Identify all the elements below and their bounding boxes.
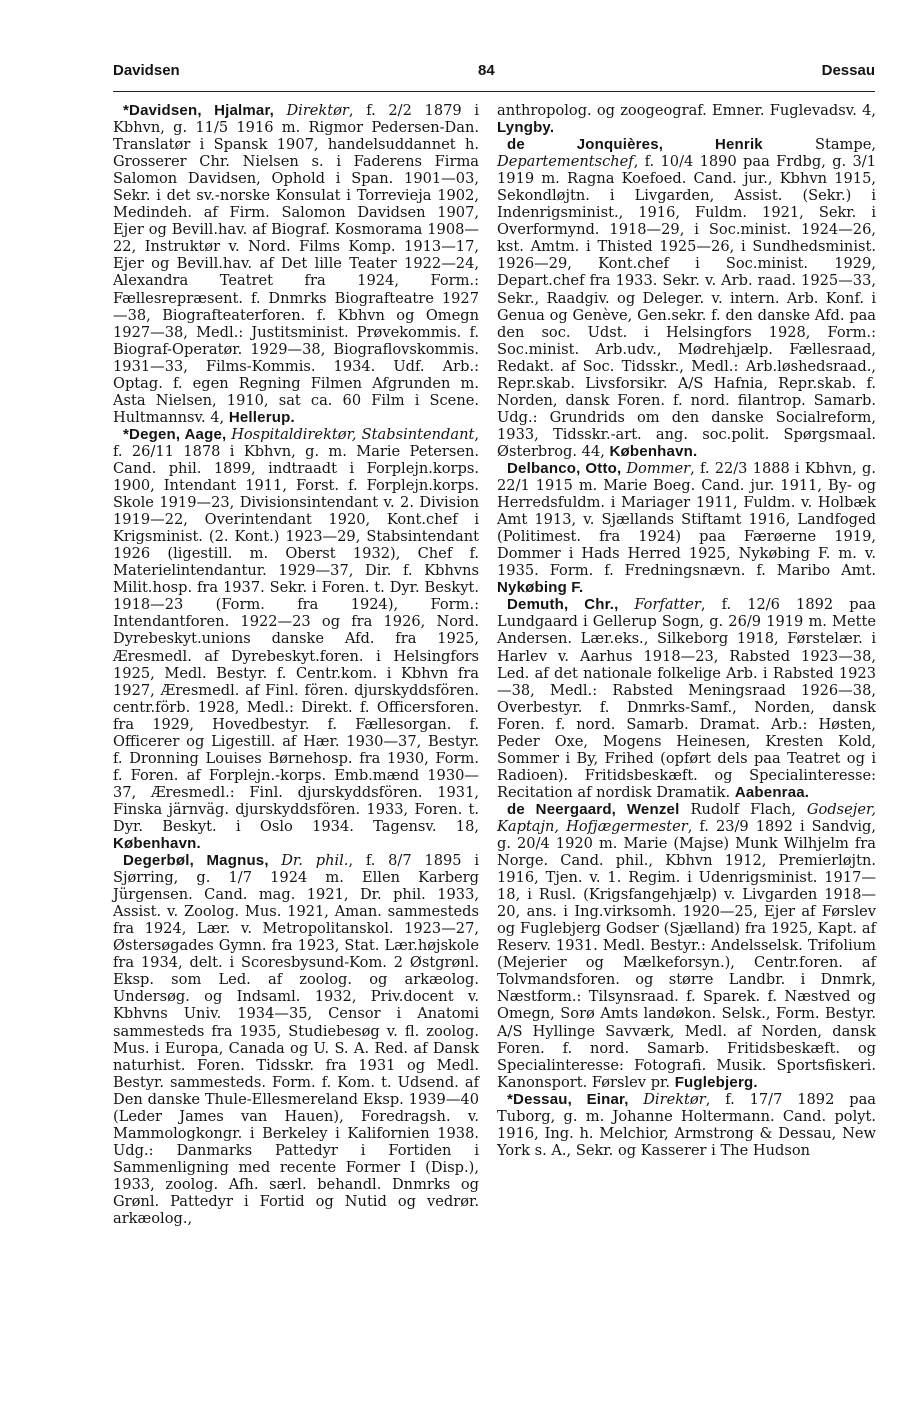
entry-name: Delbanco, Otto, [507,459,627,477]
entry-text: , f. 23/9 1892 i Sandvig, g. 20/4 1920 m. Marie (Majse) Munk Wilhjelm fra Norge. Cand. phil., Kbhvn 1912, Premierløjtn. 1916, Tjen. v. 1. Regim. i Udenrigsminist. 1917—18, i Rusl. (Krigsfangehjælp) v. Livgarden 1918—20, ans. i Ing.virksomh. 1920—25, Ejer af Førslev og Fuglebjerg Godser (Sjælland) fra 1925, Kapt. af Reserv. 1931. Medl. Bestyr.: Andelsselsk. Trifolium (Mejerier og Mælkeforsyn.), Centr.foren. af Tolvmandsforen. og større Landbr. i Dnmrk, Næstform.: Tilsynsraad. f. Sparek. f. Næstved og Omegn, Sorø Amts landøkon. Selsk., Form. Bestyr. A/S Hyllinge Savværk, Medl. af Norden, dansk Foren. f. nord. Samarb. Fritidsbeskæft. og Specialinteresse: Fotografi. Musik. Sportsfiskeri. Kanonsport. Førslev pr. [497,817,877,1091]
entry-title: Forfatter [634,596,701,614]
entry-title: Direktør [286,102,349,119]
running-head-right: Dessau [821,62,875,79]
biography-entry [497,596,876,801]
entry-name: de Neergaard, Wenzel [507,800,680,818]
page-number: 84 [478,62,495,79]
biography-entry [497,136,876,460]
entry-name: *Dessau, Einar, [507,1090,644,1108]
entry-name: Degerbøl, Magnus, [123,852,282,870]
running-head-left: Davidsen [113,62,180,79]
entry-text: , f. 22/3 1888 i Kbhvn, g. 22/1 1915 m. Marie Boeg. Cand. jur. 1911, By- og Herredsfuldm. i Mariager 1911, Fuldm. v. Holbæk Amt 1913, v. Sjællands Stiftamt 1916, Landfoged (Politimest. fra 1924) paa Færøerne 1919, Dommer i Hads Herred 1925, Nykøbing F. m. v. 1935. Form. f. Fredningsnævn. f. Maribo Amt. [497,459,876,580]
biography-entry [497,801,876,1091]
biography-entry [113,852,479,1227]
entry-name: Aabenraa. [734,783,810,801]
entry-text: , f. 12/6 1892 paa Lundgaard i Gellerup Sogn, g. 26/9 1919 m. Mette Andersen. Lær.eks., Silkeborg 1918, Førstelær. i Harlev v. Aarhus 1918—23, Rabsted 1923—38, Led. af det nationale folkelige Arb. i Rabsted 1923—38, Medl.: Rabsted Meningsraad 1926—38, Overbestyr. f. Dnmrks-Samf., Norden, dansk Foren. f. nord. Samarb. Dramat. Arb.: Høsten, Peder Oxe, Mogens Heinesen, Kresten Kold, Sommer i By, Frihed (opført dels paa Teatret og i Radioen). Fritidsbeskæft. og Specialinteresse: Recitation af nordisk Dramatik. [497,596,876,801]
entry-text: , f. 17/7 1892 paa Tuborg, g. m. Johanne Holtermann. Cand. polyt. 1916, Ing. h. Melchior, Armstrong & Dessau, New York s. A., Sekr. og Kasserer i The Hudson [497,1090,876,1159]
entry-name: København. [609,442,698,460]
entry-name: Nykøbing F. [497,579,584,597]
entry-text: Rudolf Flach, [679,800,807,818]
entry-title: Godsejer, Kaptajn, Hofjægermester [497,800,876,835]
entry-text: , f. 8/7 1895 i Sjørring, g. 1/7 1924 m. Ellen Karberg Jürgensen. Cand. mag. 1921, Dr. phil. 1933, Assist. v. Zoolog. Mus. 1921, Aman. sammesteds fra 1924, Lær. v. Metropolitanskol. 1923—27, Østersøgades Gymn. fra 1923, Stat. Lær.højskole fra 1934, delt. i Scoresbysund-Kom. 2 Østgrønl. Eksp. som Led. af zoolog. og arkæolog. Undersøg. og Indsaml. 1932, Priv.docent v. Kbhvns Univ. 1934—35, Censor i Anatomi sammesteds fra 1935, Studiebesøg v. fl. zoolog. Mus. i Europa, Canada og U. S. A. Red. af Dansk naturhist. Foren. Tidsskr. fra 1931 og Medl. Bestyr. sammesteds. Form. f. Kom. t. Udsend. af Den danske Thule-Ellesmereland Eksp. 1939—40 (Leder James van Hauen), Foredragsh. v. Mammologkongr. i Berkeley i Kalifornien 1938. Udg.: Danmarks Pattedyr i Fortiden i Sammenligning med recente Former I (Disp.), 1933, zoolog. Afh. særl. behandl. Dnmrks og Grønl. Pattedyr i Fortid og Nutid og vedrør. arkæolog., [113,852,479,1228]
entry-name: *Degen, Aage, [123,425,232,443]
biography-entry [113,102,479,426]
entry-name: Hellerup. [228,408,295,426]
biography-entry [113,426,479,852]
entry-name: *Davidsen, Hjalmar, [123,102,287,119]
entry-title: Dr. phil. [281,852,349,870]
entry-continuation [497,102,876,136]
entry-name: Fuglebjerg. [674,1073,758,1091]
left-column [113,102,479,1227]
entry-title: Departementschef [497,153,634,171]
entry-name: København. [113,835,201,853]
entry-text: Stampe, [762,136,876,154]
biography-entry [497,460,876,596]
entry-name: Lyngby. [497,119,555,137]
entry-name: Demuth, Chr., [507,596,635,614]
entry-title: Hospitaldirektør, Stabsintendant [231,425,475,443]
entry-text: anthropolog. og zoogeograf. Emner. Fuglevadsv. 4, [497,102,876,119]
entry-title: Dommer [626,459,691,477]
biography-entry [497,1091,876,1159]
entry-title: Direktør [643,1090,706,1108]
header-rule [113,91,875,92]
entry-text: , f. 10/4 1890 paa Frdbg, g. 3/1 1919 m. Ragna Koefoed. Cand. jur., Kbhvn 1915, Sekondløjtn. i Livgarden, Assist. (Sekr.) i Indenrigsminist., 1916, Fuldm. 1921, Sekr. i Overformynd. 1918—29, i Soc.minist. 1924—26, kst. Amtm. i Thisted 1925—26, i Sundhedsminist. 1926—29, Kont.chef i Soc.minist. 1929, Depart.chef fra 1933. Sekr. v. Arb. raad. 1925—33, Sekr., Raadgiv. og Deleger. v. intern. Arb. Konf. i Genua og Genève, Gen.sekr. f. den danske Afd. paa den soc. Udst. i Helsingfors 1928, Form.: Soc.minist. Arb.udv., Mødrehjælp. Fællesraad, Redakt. af Soc. Tidsskr., Medl.: Arb.løshedsraad., Repr.skab. Livsforsikr. A/S Hafnia, Repr.skab. f. Norden, dansk Foren. f. nord. filantrop. Samarb. Udg.: Grundrids om den danske Socialreform, 1933, Tidsskr.-art. ang. soc.polit. Spørgsmaal. Østerbrog. 44, [497,153,876,460]
entry-text: , f. 26/11 1878 i Kbhvn, g. m. Marie Petersen. Cand. phil. 1899, indtraadt i Forplejn.korps. 1900, Intendant 1911, Forst. f. Forplejn.korps. Skole 1919—23, Divisionsintendant v. 2. Division 1919—22, Overintendant 1920, Kont.chef i Krigsminist. (2. Kont.) 1923—29, Stabsintendant 1926 (ligestill. m. Oberst 1932), Chef f. Materielintendantur. 1929—37, Dir. f. Kbhvns Milit.hosp. fra 1937. Sekr. i Foren. t. Dyr. Beskyt. 1918—23 (Form. fra 1924), Form.: Intendantforen. 1922—23 og fra 1926, Nord. Dyrebeskyt.unions danske Afd. fra 1925, Æresmedl. af Dyrebeskyt.foren. i Helsingfors 1925, Medl. Bestyr. f. Centr.kom. i Kbhvn fra 1927, Æresmedl. af Finl. fören. djurskyddsfören. centr.förb. 1928, Medl.: Direkt. f. Officersforen. fra 1929, Hovedbestyr. f. Fællesorgan. f. Officerer og Ligestill. af Hær. 1930—37, Bestyr. f. Dronning Louises Børnehosp. fra 1930, Form. f. Foren. af Forplejn.-korps. Emb.mænd 1930—37, Æresmedl.: Finl. djurskyddsfören. 1931, Finska järnväg. djurskyddsfören. 1933, Foren. t. Dyr. Beskyt. i Oslo 1934. Tagensv. 18, [113,425,479,835]
entry-text: , f. 2/2 1879 i Kbhvn, g. 11/5 1916 m. Rigmor Pedersen-Dan. Translatør i Spansk 1907, handelsuddannet h. Grosserer Chr. Nielsen s. i Faderens Firma Salomon Davidsen, Ophold i Span. 1901—03, Sekr. i det sv.-norske Konsulat i Torrevieja 1902, Medindeh. af Firm. Salomon Davidsen 1907, Ejer og Bevill.hav. af Biograf. Kosmorama 1908—22, Instruktør v. Nord. Films Komp. 1913—17, Ejer og Bevill.hav. af Det lille Teater 1922—24, Alexandra Teatret fra 1924, Form.: Fællesrepræsent. f. Dnmrks Biografteatre 1927—38, Biografteaterforen. f. Kbhvn og Omegn 1927—38, Medl.: Justitsminist. Prøvekommis. f. Biograf-Operatør. 1929—38, Biograflovskommis. 1931—33, Films-Kommis. 1934. Udf. Arb.: Optag. f. egen Regning Filmen Afgrunden m. Asta Nielsen, 1910, sat ca. 60 Film i Scene. Hultmannsv. 4, [113,102,479,426]
right-column [497,102,876,1159]
entry-name: de Jonquières, Henrik [507,136,763,154]
